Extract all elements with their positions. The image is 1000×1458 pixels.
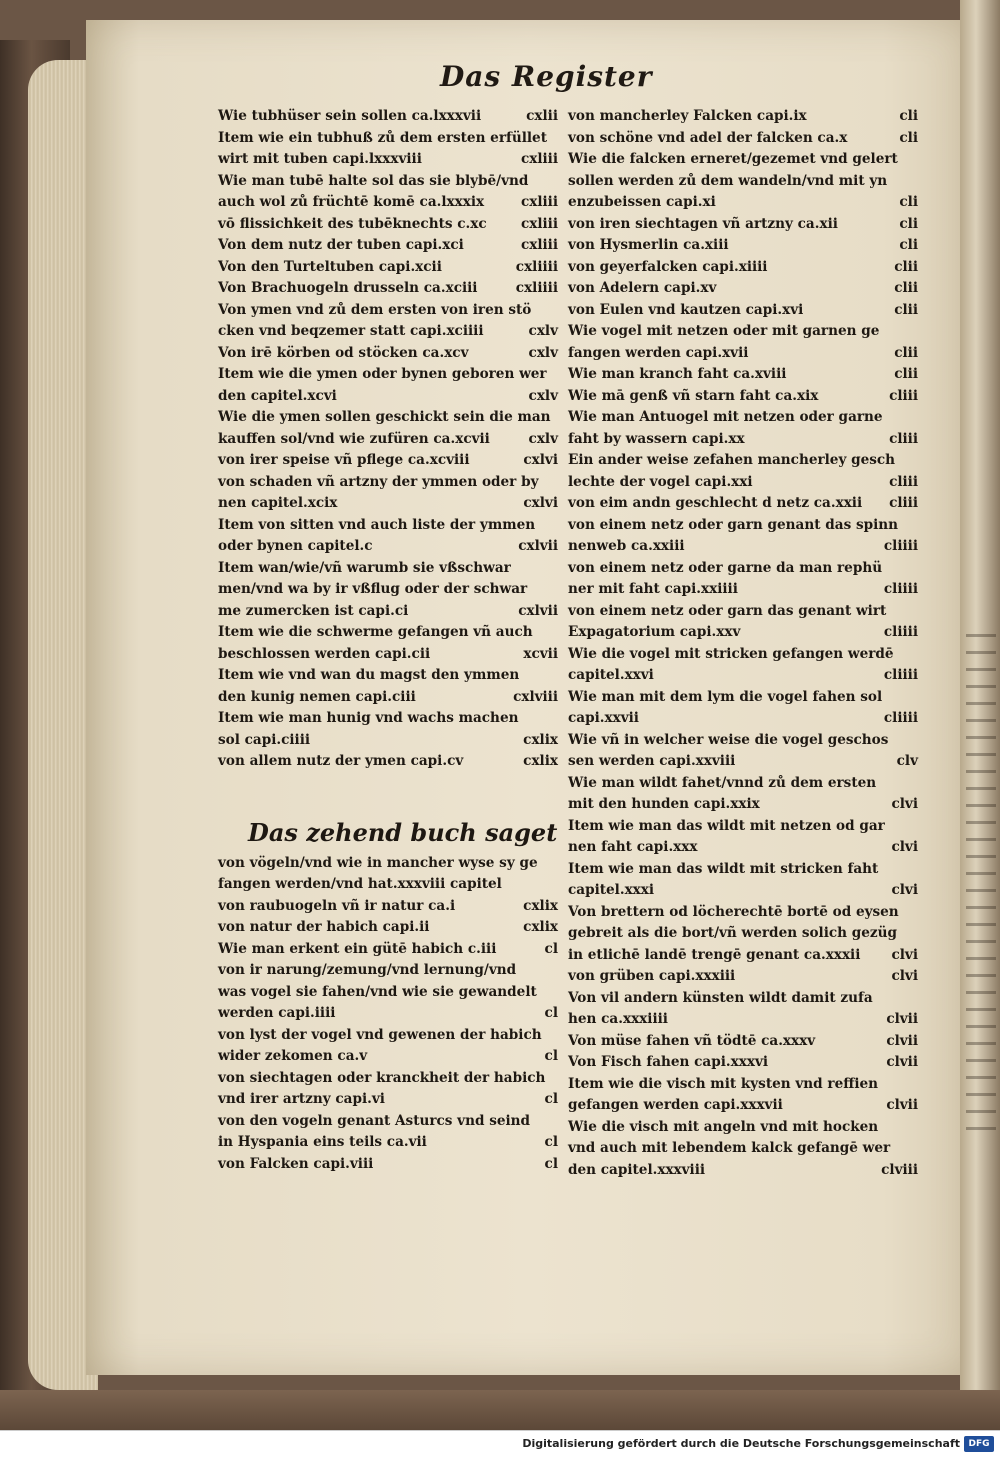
- entry-text: Von dem nutz der tuben capi.xci: [218, 237, 464, 253]
- register-entry: [218, 128, 558, 150]
- register-entry: [218, 235, 558, 257]
- register-entry: [568, 622, 918, 644]
- entry-text: von Eulen vnd kautzen capi.xvi: [568, 301, 804, 318]
- entry-page-number: cxlix: [523, 731, 558, 748]
- entry-text: von schöne vnd adel der falcken ca.x: [568, 129, 848, 146]
- entry-page-number: cliiii: [883, 538, 918, 554]
- entry-text: von irer speise vñ pflege ca.xcviii: [218, 452, 470, 468]
- register-entry: [568, 1074, 918, 1096]
- section-gap: [218, 773, 558, 807]
- register-entry: [218, 364, 558, 386]
- entry-text: ner mit faht capi.xxiiii: [568, 581, 738, 597]
- register-entry: [218, 687, 558, 709]
- entry-text: Wie die vogel mit stricken gefangen werdē: [568, 645, 894, 662]
- register-entry: [218, 730, 558, 752]
- entry-text: von siechtagen oder kranckheit der habich: [218, 1069, 546, 1086]
- entry-text: Ein ander weise zefahen mancherley gesch: [568, 452, 896, 468]
- entry-page-number: cxlvii: [518, 602, 558, 619]
- entry-page-number: cli: [899, 194, 918, 210]
- entry-text: Item wie die schwerme gefangen vñ auch: [218, 624, 533, 640]
- entry-page-number: cxliiii: [515, 258, 558, 275]
- entry-page-number: cxlv: [528, 387, 558, 404]
- entry-text: werden capi.iiii: [218, 1005, 336, 1021]
- register-entry: [218, 1025, 558, 1047]
- register-entry: [218, 429, 558, 451]
- entry-text: Von den Turteltuben capi.xcii: [218, 258, 442, 275]
- entry-text: von einem netz oder garn genant das spinn: [568, 516, 899, 533]
- entry-text: Expagatorium capi.xxv: [568, 624, 741, 640]
- register-entry: [218, 450, 558, 472]
- register-entry: [568, 1052, 918, 1074]
- register-entry: [568, 988, 918, 1010]
- entry-text: Wie man kranch faht ca.xviii: [568, 366, 787, 382]
- register-entry: [218, 536, 558, 558]
- register-entry: [568, 257, 918, 279]
- entry-page-number: cl: [544, 1048, 558, 1064]
- register-entry: [568, 214, 918, 236]
- register-entry: [568, 407, 918, 429]
- register-entry: [568, 708, 918, 730]
- entry-text: Wie man erkent ein gütē habich c.iii: [218, 940, 497, 957]
- entry-text: Wie vñ in welcher weise die vogel geschos: [568, 731, 889, 748]
- entry-text: Wie mā genß vñ starn faht ca.xix: [568, 387, 819, 404]
- entry-text: von lyst der vogel vnd gewenen der habich: [218, 1026, 542, 1043]
- entry-text: Item wie vnd wan du magst den ymmen: [218, 667, 520, 683]
- entry-text: fangen werden capi.xvii: [568, 344, 749, 361]
- entry-text: Wie vogel mit netzen oder mit garnen ge: [568, 323, 880, 339]
- entry-text: von eim andn geschlecht d netz ca.xxii: [568, 495, 863, 511]
- entry-page-number: clii: [894, 344, 918, 361]
- entry-text: von vögeln/vnd wie in mancher wyse sy ge: [218, 854, 538, 871]
- register-entry: [568, 536, 918, 558]
- book-board-bottom: [0, 1390, 1000, 1430]
- register-entry: [568, 493, 918, 515]
- register-entry: [568, 902, 918, 924]
- entry-text: sollen werden zů dem wandeln/vnd mit yn: [568, 172, 888, 189]
- register-entry: [218, 1068, 558, 1090]
- entry-text: Von Brachuogeln drusseln ca.xciii: [218, 280, 478, 296]
- entry-text: wirt mit tuben capi.lxxxviii: [218, 151, 422, 167]
- entry-text: von iren siechtagen vñ artzny ca.xii: [568, 215, 838, 232]
- register-entry: [218, 708, 558, 730]
- register-entry: [568, 192, 918, 214]
- entry-text: sol capi.ciiii: [218, 731, 311, 748]
- register-entry: [568, 730, 918, 752]
- register-entry: [568, 923, 918, 945]
- register-entry: [568, 235, 918, 257]
- entry-text: was vogel sie fahen/vnd wie sie gewandelt: [218, 983, 537, 1000]
- entry-text: Item wie man das wildt mit stricken faht: [568, 860, 879, 877]
- register-entry: [568, 601, 918, 623]
- entry-page-number: cliii: [889, 387, 918, 404]
- register-entry: [568, 1095, 918, 1117]
- entry-text: Item wie man hunig vnd wachs machen: [218, 710, 519, 726]
- register-entry: [568, 1117, 918, 1139]
- entry-text: mit den hunden capi.xxix: [568, 796, 760, 812]
- entry-page-number: clvi: [891, 796, 918, 812]
- entry-page-number: clvi: [891, 882, 918, 898]
- entry-page-number: cliii: [889, 430, 918, 447]
- entry-text: von schaden vñ artzny der ymmen oder by: [218, 473, 539, 490]
- entry-page-number: clvii: [886, 1054, 918, 1070]
- entry-text: den capitel.xxxviii: [568, 1161, 706, 1178]
- register-entry: [218, 515, 558, 537]
- register-entry: [218, 939, 558, 961]
- entry-page-number: cxliiii: [515, 280, 558, 296]
- entry-text: Wie man Antuogel mit netzen oder garne: [568, 409, 883, 425]
- register-entry: [568, 945, 918, 967]
- entry-text: lechte der vogel capi.xxi: [568, 473, 753, 490]
- entry-text: in etlichē landē trengē genant ca.xxxii: [568, 946, 861, 963]
- entry-text: sen werden capi.xxviii: [568, 753, 736, 769]
- entry-text: Von ymen vnd zů dem ersten von iren stö: [218, 301, 532, 318]
- register-entry: [568, 859, 918, 881]
- entry-page-number: cliiii: [883, 624, 918, 640]
- entry-text: Von vil andern künsten wildt damit zufa: [568, 989, 873, 1006]
- entry-text: Von brettern od löcherechtē bortē od eysen: [568, 903, 899, 920]
- register-entry: [218, 644, 558, 666]
- entry-text: capitel.xxxi: [568, 882, 655, 898]
- dfg-logo-icon: DFG: [964, 1436, 994, 1452]
- register-entry: [218, 1089, 558, 1111]
- register-entry: [568, 429, 918, 451]
- register-entry: [568, 106, 918, 128]
- entry-text: Wie die ymen sollen geschickt sein die man: [218, 409, 551, 425]
- register-entry: [218, 917, 558, 939]
- entry-text: Wie man mit dem lym die vogel fahen sol: [568, 688, 883, 705]
- register-entry: [218, 1111, 558, 1133]
- entry-page-number: cxlix: [523, 919, 558, 935]
- entry-page-number: cl: [544, 1155, 558, 1172]
- register-entry: [568, 837, 918, 859]
- footer-bar: [0, 1430, 1000, 1458]
- register-entry: [218, 300, 558, 322]
- register-entry: [218, 343, 558, 365]
- entry-page-number: cliii: [889, 473, 918, 490]
- entry-text: von geyerfalcken capi.xiiii: [568, 258, 768, 275]
- register-entry: [218, 472, 558, 494]
- entry-text: Item wie man das wildt mit netzen od gar: [568, 817, 885, 834]
- entry-page-number: cxlix: [523, 753, 558, 769]
- register-entry: [218, 579, 558, 601]
- entry-text: Wie man tubē halte sol das sie blybē/vnd: [218, 172, 529, 189]
- entry-page-number: clii: [894, 301, 918, 318]
- entry-page-number: clii: [894, 258, 918, 275]
- entry-text: capi.xxvii: [568, 710, 639, 726]
- entry-text: von ir narung/zemung/vnd lernung/vnd: [218, 962, 517, 978]
- entry-text: Item wie ein tubhuß zů dem ersten erfüllet: [218, 129, 547, 146]
- register-entry: [568, 472, 918, 494]
- register-entry: [218, 601, 558, 623]
- entry-page-number: clvi: [891, 946, 918, 963]
- entry-page-number: cxlv: [528, 430, 558, 447]
- register-entry: [218, 278, 558, 300]
- register-entry: [568, 149, 918, 171]
- register-entry: [568, 321, 918, 343]
- entry-text: me zumercken ist capi.ci: [218, 602, 409, 619]
- entry-text: den kunig nemen capi.ciii: [218, 688, 416, 705]
- entry-text: vnd auch mit lebendem kalck gefangē wer: [568, 1140, 891, 1156]
- entry-text: men/vnd wa by ir vßflug oder der schwar: [218, 581, 528, 597]
- register-column-right: [568, 106, 918, 1181]
- entry-page-number: clvii: [886, 1032, 918, 1049]
- register-entry: [568, 773, 918, 795]
- register-entry: [568, 751, 918, 773]
- entry-page-number: cxlviii: [513, 688, 558, 705]
- entry-page-number: cxlvi: [523, 495, 558, 511]
- entry-text: nen faht capi.xxx: [568, 839, 698, 855]
- register-entry: [218, 1132, 558, 1154]
- entry-text: von grüben capi.xxxiii: [568, 968, 736, 984]
- entry-page-number: cli: [899, 108, 918, 124]
- register-entry: [568, 128, 918, 150]
- register-entry: [568, 880, 918, 902]
- register-entry: [568, 343, 918, 365]
- entry-text: Von müse fahen vñ tödtē ca.xxxv: [568, 1032, 816, 1049]
- register-entry: [568, 1138, 918, 1160]
- entry-page-number: cl: [544, 1091, 558, 1107]
- entry-text: auch wol zů früchtē komē ca.lxxxix: [218, 194, 485, 210]
- entry-text: Item wan/wie/vñ warumb sie vßschwar: [218, 559, 511, 576]
- register-column-left: [218, 106, 558, 1175]
- register-entry: [218, 149, 558, 171]
- entry-text: Wie die falcken erneret/gezemet vnd gelert: [568, 151, 898, 167]
- register-entry: [568, 558, 918, 580]
- entry-text: von Falcken capi.viii: [218, 1155, 374, 1172]
- entry-page-number: cxlv: [528, 323, 558, 339]
- entry-text: von Hysmerlin ca.xiii: [568, 237, 729, 253]
- entry-text: von den vogeln genant Asturcs vnd seind: [218, 1112, 531, 1129]
- entry-text: vnd irer artzny capi.vi: [218, 1091, 385, 1107]
- register-entry: [568, 515, 918, 537]
- register-entry: [568, 171, 918, 193]
- register-entry: [218, 1003, 558, 1025]
- entry-text: beschlossen werden capi.cii: [218, 645, 431, 662]
- register-entry: [218, 106, 558, 128]
- entry-text: von mancherley Falcken capi.ix: [568, 108, 807, 124]
- register-entry: [568, 1160, 918, 1182]
- entry-page-number: xcvii: [523, 645, 558, 662]
- register-entry: [218, 751, 558, 773]
- entry-text: gefangen werden capi.xxxvii: [568, 1097, 783, 1113]
- entry-text: fangen werden/vnd hat.xxxviii capitel: [218, 876, 502, 892]
- facing-page-text-fragment: [966, 620, 996, 1140]
- section-heading: Das zehend buch saget: [248, 817, 558, 847]
- register-entry: [218, 321, 558, 343]
- register-entry: [218, 960, 558, 982]
- entry-page-number: cli: [899, 237, 918, 253]
- register-entry: [568, 816, 918, 838]
- register-entry: [218, 171, 558, 193]
- entry-text: in Hyspania eins teils ca.vii: [218, 1134, 427, 1150]
- entry-page-number: cxliii: [520, 151, 558, 167]
- entry-text: hen ca.xxxiiii: [568, 1011, 668, 1027]
- entry-page-number: cxliii: [520, 194, 558, 210]
- entry-text: cken vnd beqzemer statt capi.xciiii: [218, 323, 484, 339]
- register-entry: [218, 192, 558, 214]
- entry-page-number: cliiii: [883, 710, 918, 726]
- entry-page-number: clvi: [891, 968, 918, 984]
- register-entry: [218, 558, 558, 580]
- entry-page-number: clii: [894, 366, 918, 382]
- entry-page-number: cl: [544, 1005, 558, 1021]
- register-entry: [218, 386, 558, 408]
- register-entry: [568, 1009, 918, 1031]
- register-entry: [568, 644, 918, 666]
- register-entry: [218, 1154, 558, 1176]
- register-entry: [568, 966, 918, 988]
- entry-page-number: cliiii: [883, 581, 918, 597]
- entry-page-number: cxlvi: [523, 452, 558, 468]
- entry-text: von allem nutz der ymen capi.cv: [218, 753, 464, 769]
- register-entry: [218, 853, 558, 875]
- register-entry: [218, 665, 558, 687]
- register-entry: [218, 214, 558, 236]
- entry-text: von natur der habich capi.ii: [218, 919, 430, 935]
- register-entry: [218, 896, 558, 918]
- register-entry: [568, 278, 918, 300]
- entry-text: oder bynen capitel.c: [218, 538, 373, 554]
- entry-page-number: cl: [544, 1134, 558, 1150]
- entry-text: capitel.xxvi: [568, 667, 654, 683]
- entry-page-number: cliii: [889, 495, 918, 511]
- register-entry: [218, 493, 558, 515]
- entry-page-number: cliiii: [883, 667, 918, 683]
- entry-page-number: clv: [896, 753, 918, 769]
- entry-text: von einem netz oder garne da man rephü: [568, 559, 883, 576]
- entry-text: nenweb ca.xxiii: [568, 538, 685, 554]
- entry-page-number: cxliii: [520, 215, 558, 232]
- entry-page-number: cxlii: [526, 108, 558, 124]
- entry-page-number: clvi: [891, 839, 918, 855]
- register-entry: [218, 407, 558, 429]
- register-entry: [568, 794, 918, 816]
- entry-page-number: cli: [899, 129, 918, 146]
- register-entry: [568, 300, 918, 322]
- entry-text: nen capitel.xcix: [218, 495, 338, 511]
- entry-page-number: clvii: [886, 1011, 918, 1027]
- entry-text: kauffen sol/vnd wie zufüren ca.xcvii: [218, 430, 490, 447]
- entry-text: Wie tubhüser sein sollen ca.lxxxvii: [218, 108, 482, 124]
- entry-text: enzubeissen capi.xi: [568, 194, 716, 210]
- entry-page-number: cl: [544, 940, 558, 957]
- entry-text: Wie die visch mit angeln vnd mit hocken: [568, 1118, 879, 1135]
- register-entry: [218, 622, 558, 644]
- register-entry: [568, 450, 918, 472]
- entry-page-number: cxlv: [528, 344, 558, 361]
- entry-text: gebreit als die bort/vñ werden solich gezüg: [568, 925, 898, 941]
- entry-page-number: clvii: [886, 1097, 918, 1113]
- entry-text: wider zekomen ca.v: [218, 1048, 368, 1064]
- entry-page-number: clviii: [881, 1161, 918, 1178]
- entry-text: faht by wassern capi.xx: [568, 430, 745, 447]
- entry-page-number: cxlix: [523, 897, 558, 914]
- entry-text: den capitel.xcvi: [218, 387, 337, 404]
- entry-text: Item von sitten vnd auch liste der ymmen: [218, 516, 536, 533]
- register-entry: [568, 364, 918, 386]
- entry-page-number: cxliii: [520, 237, 558, 253]
- register-entry: [568, 386, 918, 408]
- footer-credit: Digitalisierung gefördert durch die Deutsche Forschungsgemeinschaft: [522, 1437, 960, 1450]
- register-entry: [568, 687, 918, 709]
- entry-page-number: cli: [899, 215, 918, 232]
- entry-text: Wie man wildt fahet/vnnd zů dem ersten: [568, 774, 877, 791]
- entry-text: von einem netz oder garn das genant wirt: [568, 602, 887, 619]
- entry-text: von Adelern capi.xv: [568, 280, 717, 296]
- entry-text: von raubuogeln vñ ir natur ca.i: [218, 897, 456, 914]
- register-entry: [218, 257, 558, 279]
- register-entry: [218, 982, 558, 1004]
- entry-text: Item wie die visch mit kysten vnd reffien: [568, 1075, 879, 1092]
- register-entry: [568, 579, 918, 601]
- register-entry: [218, 1046, 558, 1068]
- entry-page-number: clii: [894, 280, 918, 296]
- page-title: Das Register: [440, 60, 653, 93]
- register-entry: [568, 1031, 918, 1053]
- entry-text: Von Fisch fahen capi.xxxvi: [568, 1054, 769, 1070]
- entry-text: Von irē körben od stöcken ca.xcv: [218, 344, 469, 361]
- register-entry: [568, 665, 918, 687]
- entry-text: Item wie die ymen oder bynen geboren wer: [218, 366, 547, 382]
- entry-text: vō flissichkeit des tubēknechts c.xc: [218, 215, 487, 232]
- register-entry: [218, 874, 558, 896]
- entry-page-number: cxlvii: [518, 538, 558, 554]
